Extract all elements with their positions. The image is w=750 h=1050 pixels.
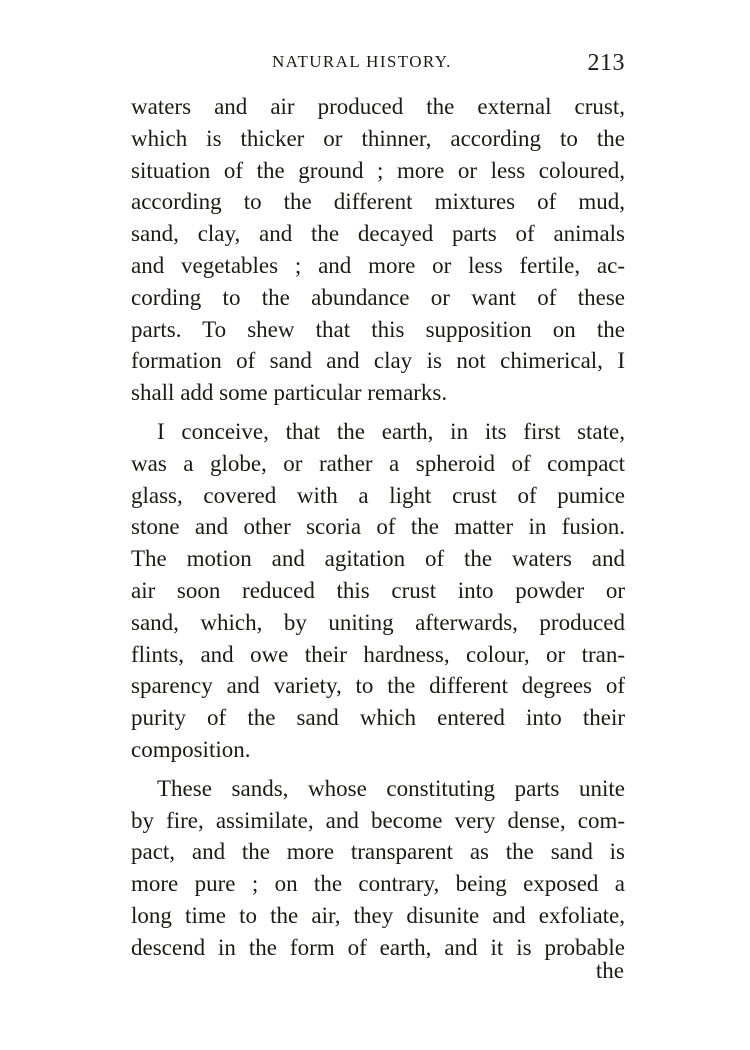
text-line: sand, clay, and the decayed parts of animals	[131, 221, 625, 247]
text-line: descend in the form of earth, and it is probable	[131, 934, 625, 960]
text-line: sand, which, by uniting afterwards, produced	[131, 609, 625, 635]
text-line: purity of the sand which entered into their	[131, 705, 625, 731]
text-line: situation of the ground ; more or less coloured,	[131, 157, 625, 183]
running-title: NATURAL HISTORY.	[272, 52, 452, 71]
text-line: glass, covered with a light crust of pumice	[131, 482, 625, 508]
paragraph-gap	[131, 409, 625, 416]
paragraph-gap	[131, 766, 625, 773]
page-number: 213	[587, 50, 625, 76]
text-line: pact, and the more transparent as the sand is	[131, 839, 625, 865]
text-line: by fire, assimilate, and become very dense, com-	[131, 807, 625, 833]
text-line: waters and air produced the external crust,	[131, 94, 625, 119]
paragraph-2	[131, 416, 625, 766]
text-line: sparency and variety, to the different degrees of	[131, 673, 625, 699]
text-line: I conceive, that the earth, in its first state,	[157, 418, 625, 444]
text-line: cording to the abundance or want of these	[131, 284, 625, 310]
paragraph-1	[131, 91, 625, 409]
text-line: stone and other scoria of the matter in fusion.	[131, 514, 625, 540]
text-line: and vegetables ; and more or less fertile, ac-	[131, 252, 625, 278]
text-line: The motion and agitation of the waters and	[131, 546, 625, 572]
text-line: These sands, whose constituting parts unite	[157, 775, 625, 801]
text-line: according to the different mixtures of mud,	[131, 189, 625, 215]
text-line: parts. To shew that this supposition on the	[131, 316, 625, 342]
body-text	[131, 91, 625, 964]
paragraph-3	[131, 773, 625, 964]
catchword: the	[595, 958, 624, 983]
text-line: which is thicker or thinner, according to the	[131, 125, 625, 151]
text-line: flints, and owe their hardness, colour, or tran-	[131, 641, 625, 667]
text-line: long time to the air, they disunite and exfoliate,	[131, 902, 625, 928]
text-line: more pure ; on the contrary, being exposed a	[131, 871, 625, 897]
text-line: composition.	[131, 736, 251, 762]
text-line: formation of sand and clay is not chimerical, I	[131, 348, 625, 374]
text-line: shall add some particular remarks.	[131, 380, 448, 406]
text-line: air soon reduced this crust into powder or	[131, 577, 625, 603]
text-line: was a globe, or rather a spheroid of compact	[131, 450, 625, 476]
